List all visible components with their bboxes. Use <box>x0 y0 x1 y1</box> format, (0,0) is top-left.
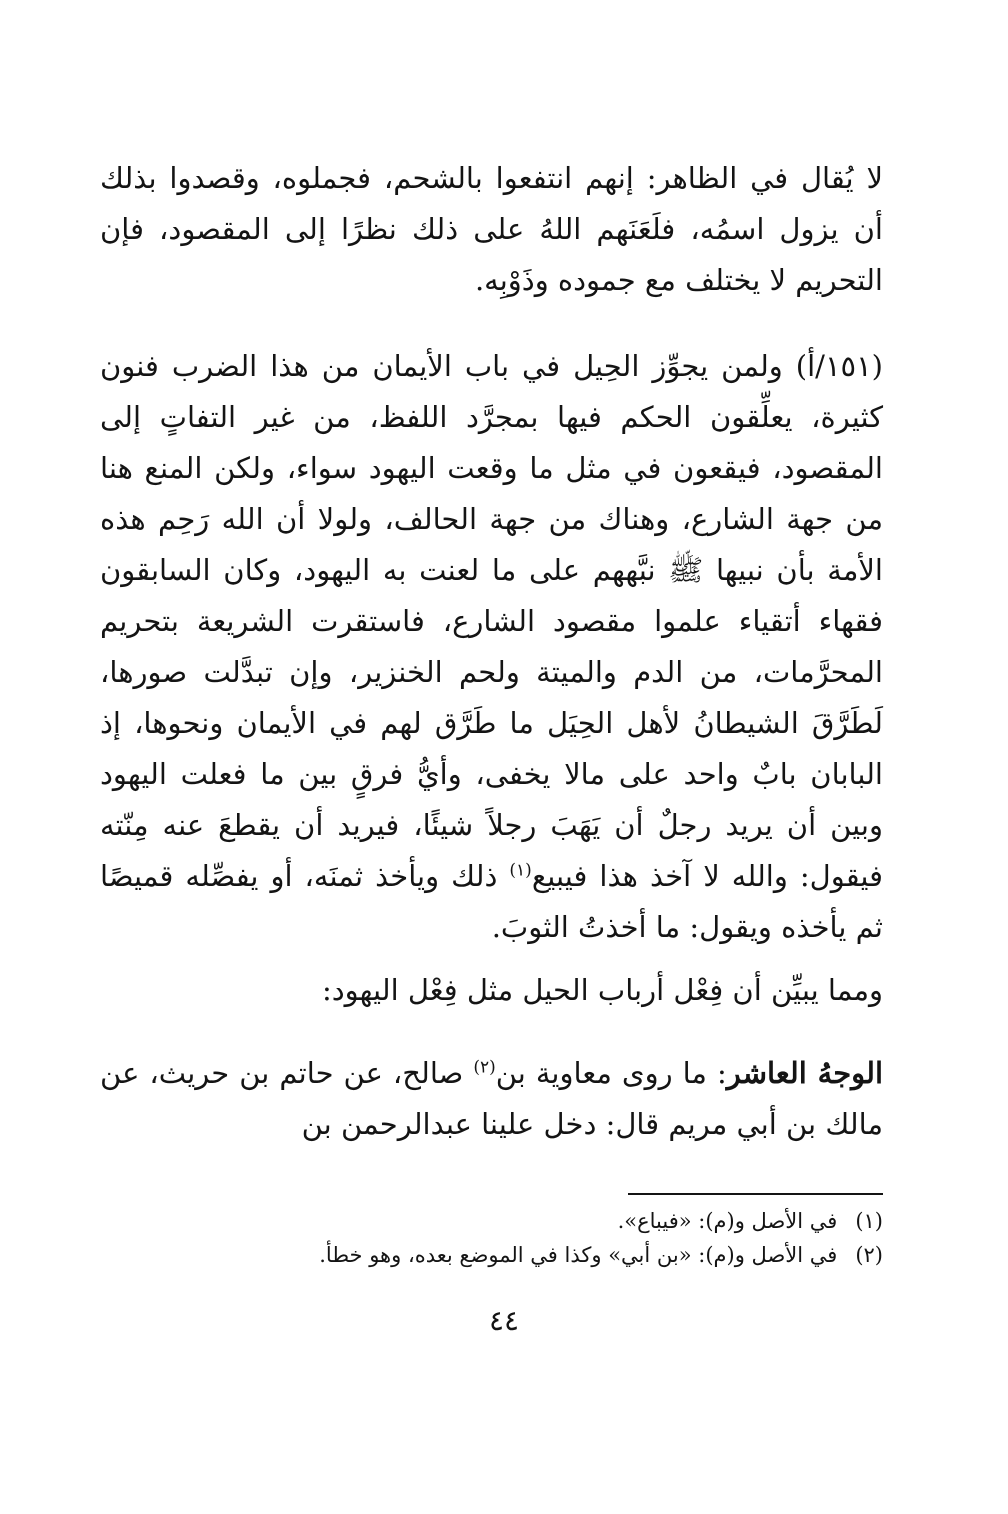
footnote-1 <box>223 1204 883 1238</box>
footnote-2-number: (٢) <box>855 1243 883 1267</box>
paragraph-3: ومما يبيِّن أن فِعْل أرباب الحيل مثل فِعْل اليهود: <box>321 973 883 1007</box>
paragraph-2 <box>100 341 883 953</box>
section-heading: الوجهُ العاشر <box>726 1056 884 1090</box>
footnote-ref-1: (١) <box>509 860 532 881</box>
footnote-1-text: في الأصل و(م): «فيباع». <box>617 1209 838 1233</box>
paragraph-2-text-end: ذلك ويأخذ ثمنَه، أو يفصِّله قميصًا ثم يأخذه ويقول: ما أخذتُ الثوبَ. <box>100 859 883 944</box>
paragraph-1: لا يُقال في الظاهر: إنهم انتفعوا بالشحم، فجملوه، وقصدوا بذلك أن يزول اسمُه، فلَعَنَهم اللهُ على ذلك نظرًا إلى المقصود، فإن التحريم لا يختلف مع جموده وذَوْبِه. <box>100 161 883 297</box>
footnote-ref-2: (٢) <box>473 1057 496 1078</box>
page-number: ٤٤ <box>488 1304 520 1337</box>
paragraph-4-text-end: صالح، عن حاتم بن حريث، عن مالك بن أبي مريم قال: دخل علينا عبدالرحمن بن <box>100 1056 883 1141</box>
footnote-2-text: في الأصل و(م): «بن أبي» وكذا في الموضع بعده، وهو خطأ. <box>319 1243 838 1267</box>
paragraph-2-text: (١٥١/أ) ولمن يجوِّز الحِيل في باب الأيمان من هذا الضرب فنون كثيرة، يعلِّقون الحكم فيها بمجرَّد اللفظ، من غير التفاتٍ إلى المقصود، فيقعون في مثل ما وقعت اليهود سواء، ولكن المنع هنا من جهة الشارع، وهناك من جهة الحالف، ولولا أن الله رَحِم هذه الأمة بأن نبيها ﷺ نبَّههم على ما لعنت به اليهود، وكان السابقون فقهاء أتقياء علموا مقصود الشارع، فاستقرت الشريعة بتحريم المحرَّمات، من الدم والميتة ولحم الخنزير، وإن تبدَّلت صورها، لَطَرَّقَ الشيطانُ لأهل الحِيَل ما طَرَّق لهم في الأيمان ونحوها، إذ البابان بابٌ واحد على مالا يخفى، وأيُّ فرقٍ بين ما فعلت اليهود وبين أن يريد رجلٌ أن يَهَبَ رجلاً شيئًا، فيريد أن يقطعَ عنه مِنّته فيقول: والله لا آخذ هذا فيبيع <box>100 349 883 893</box>
footnotes <box>223 1204 883 1272</box>
footnote-2 <box>223 1238 883 1272</box>
footnote-1-number: (١) <box>855 1209 883 1233</box>
footnote-separator <box>628 1193 883 1195</box>
paragraph-4-text: : ما روى معاوية بن <box>495 1056 727 1090</box>
paragraph-4 <box>100 1048 883 1150</box>
